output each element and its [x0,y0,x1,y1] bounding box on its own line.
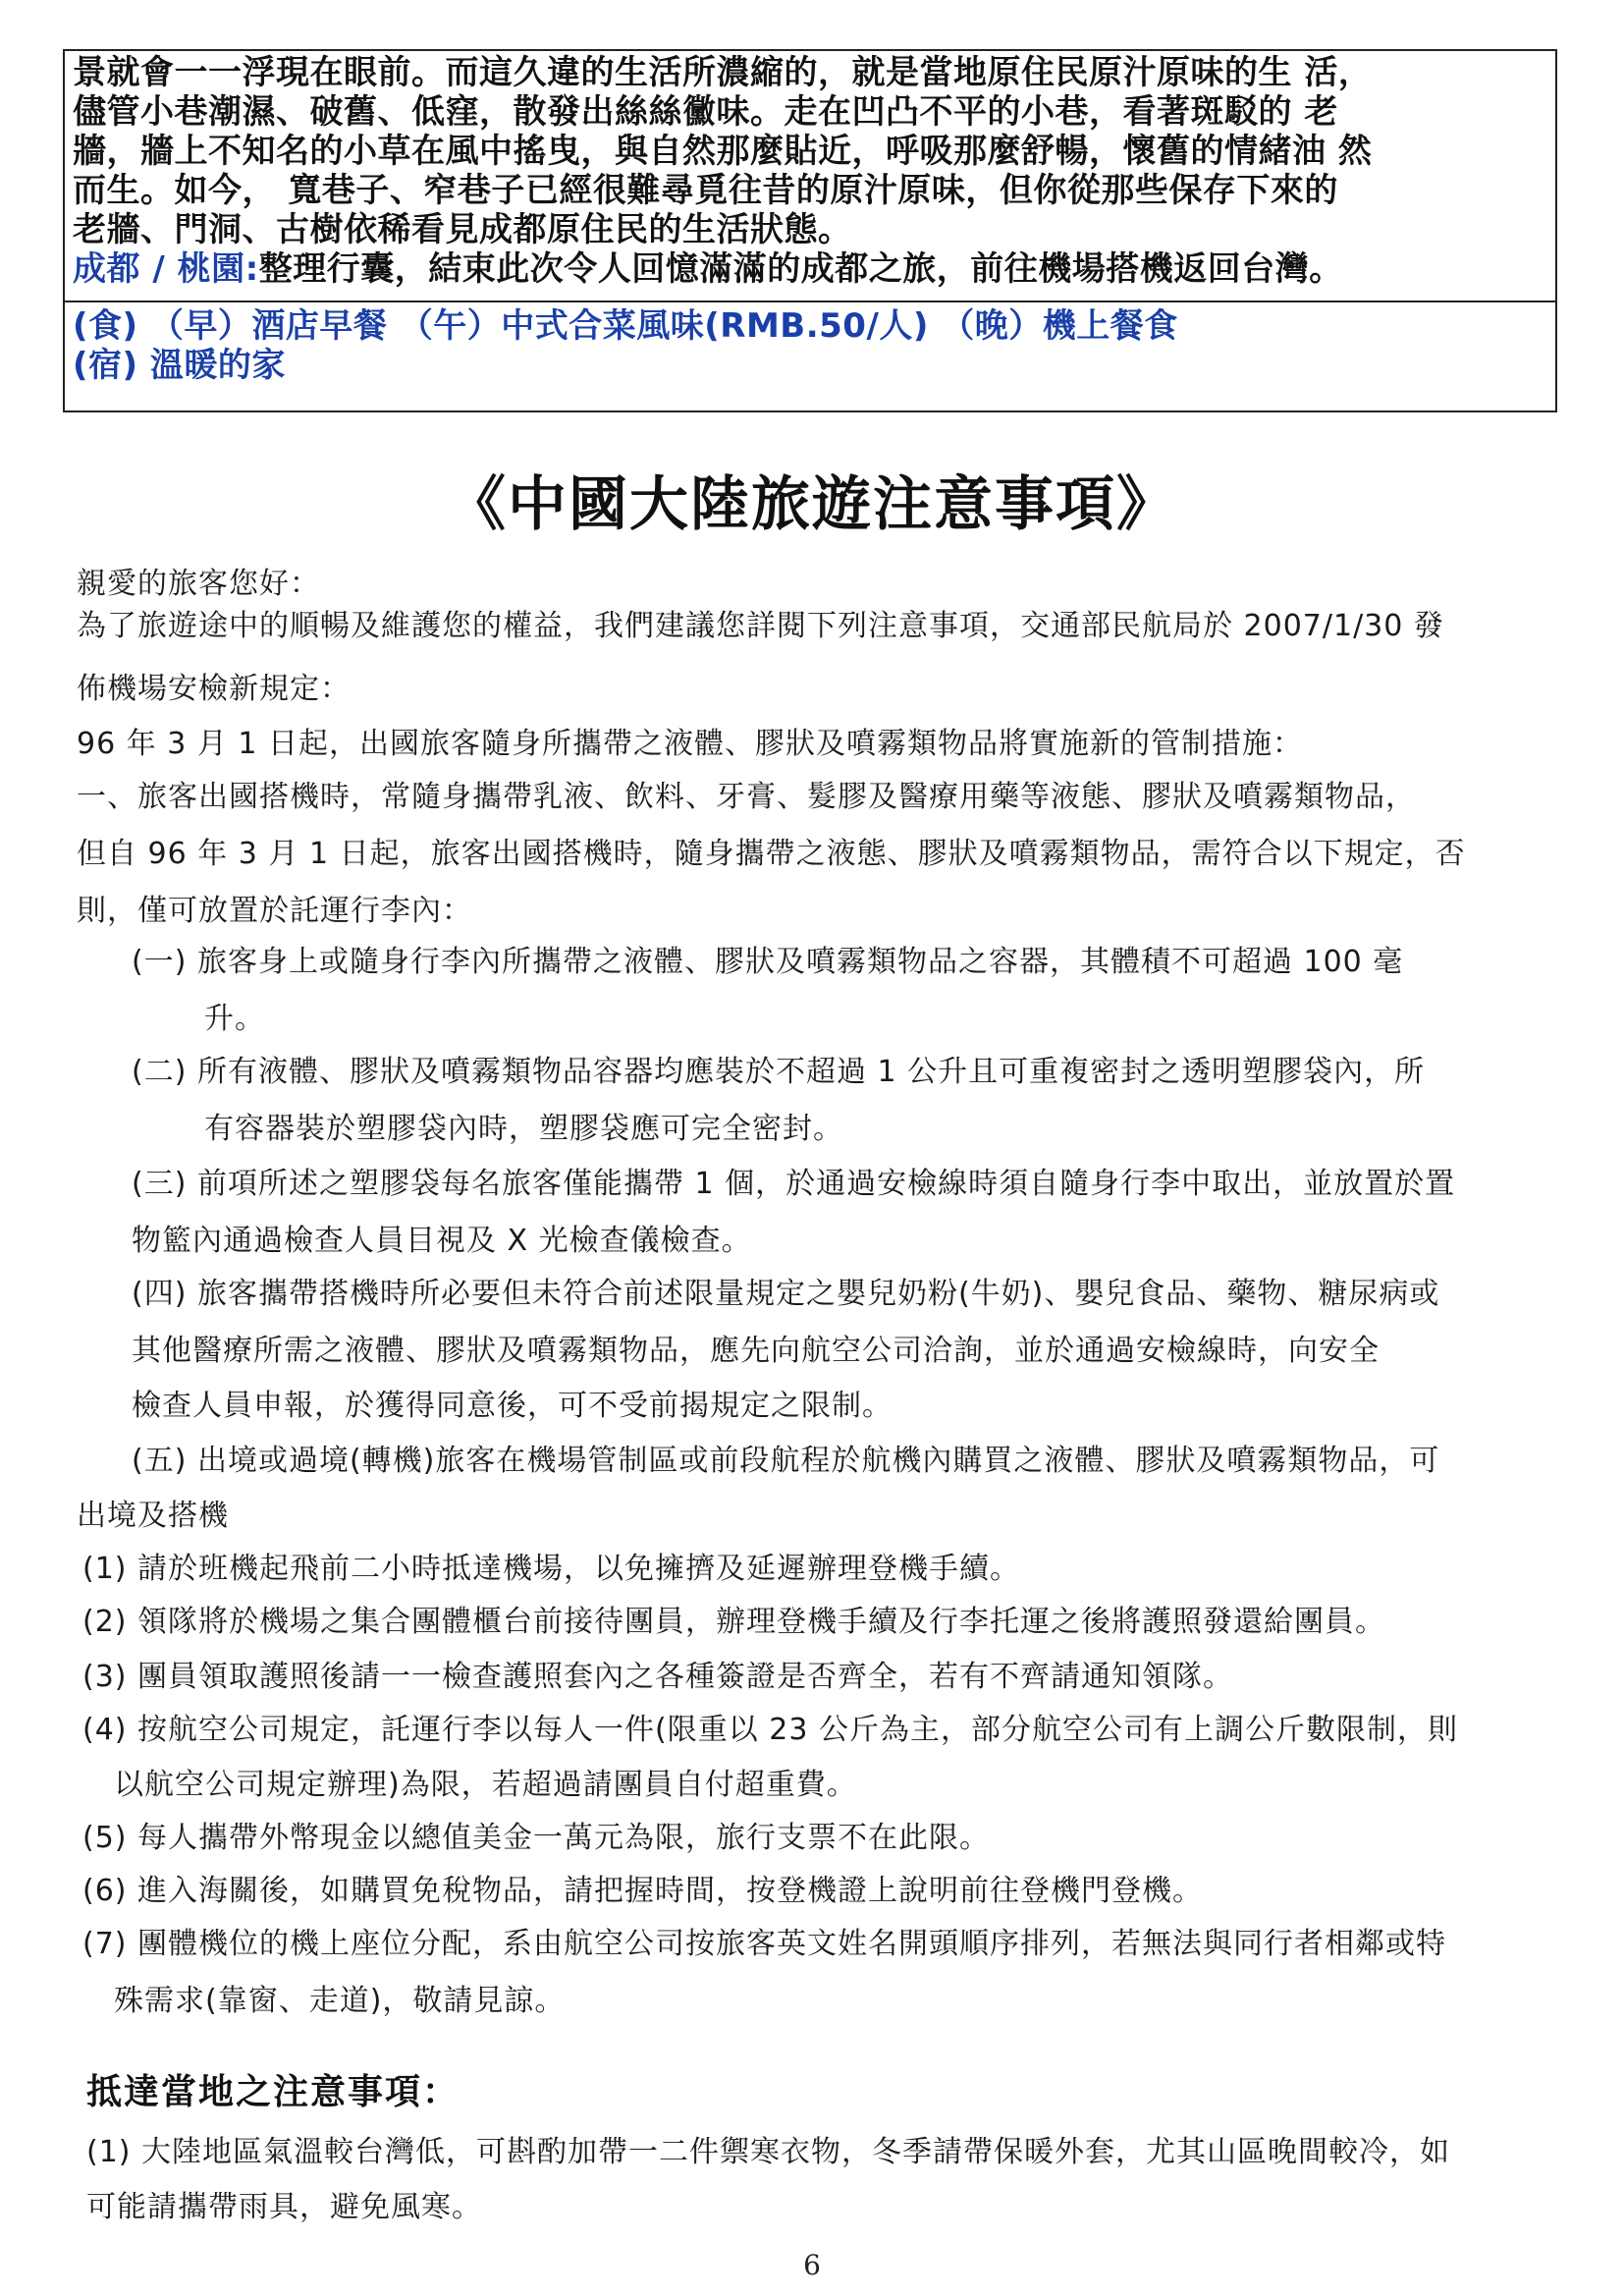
arrival-heading: 抵達當地之注意事項： [86,2072,460,2112]
body-line: 為了旅遊途中的順暢及維護您的權益，我們建議您詳閱下列注意事項，交通部民航局於 2007/1/30 發 [77,609,1444,643]
body-line: 則，僅可放置於託運行李內： [77,894,472,928]
list-item: (4) 按航空公司規定，託運行李以每人一件(限重以 23 公斤為主，部分航空公司有上調公斤數限制，則 [82,1713,1458,1747]
rule-item-continued: 檢查人員申報，於獲得同意後，可不受前揭規定之限制。 [132,1389,893,1423]
lodging-line: (宿) 溫暖的家 [73,346,286,385]
body-line: 一、旅客出國搭機時，常隨身攜帶乳液、飲料、牙膏、髮膠及醫療用藥等液態、膠狀及噴霧類物品， [77,780,1416,814]
list-item: (5) 每人攜帶外幣現金以總值美金一萬元為限，旅行支票不在此限。 [82,1821,991,1855]
itinerary-line: 景就會一一浮現在眼前。而這久違的生活所濃縮的，就是當地原住民原汁原味的生 活， [73,53,1373,92]
rule-item-continued: 其他醫療所需之液體、膠狀及噴霧類物品，應先向航空公司洽詢，並於通過安檢線時，向安全 [132,1334,1380,1368]
body-line: 佈機場安檢新規定： [77,672,351,706]
rule-item: (三) 前項所述之塑膠袋每名旅客僅能攜帶 1 個，於通過安檢線時須自隨身行李中取出，並放置於置 [132,1167,1456,1201]
rule-item: (四) 旅客攜帶搭機時所必要但未符合前述限量規定之嬰兒奶粉(牛奶)、嬰兒食品、藥物、糖尿病或 [132,1277,1440,1311]
page-number: 6 [803,2249,821,2281]
arrival-item-continued: 可能請攜帶雨具，避免風寒。 [86,2190,482,2224]
list-item-continued: 殊需求(靠窗、走道)，敬請見諒。 [114,1984,566,2018]
route-line [73,249,1545,289]
route-text: 整理行囊，結束此次令人回憶滿滿的成都之旅，前往機場搭機返回台灣。 [258,249,1343,289]
itinerary-description [65,51,1555,302]
page-title: 《中國大陸旅遊注意事項》 [447,470,1177,539]
list-item: (3) 團員領取護照後請一一檢查護照套內之各種簽證是否齊全，若有不齊請通知領隊。 [82,1660,1234,1694]
body-line: 親愛的旅客您好： [77,567,320,601]
itinerary-line: 儘管小巷潮濕、破舊、低窪，散發出絲絲黴味。走在凹凸不平的小巷，看著斑駁的 老 [73,92,1338,132]
rule-item-continued: 物籃內通過檢查人員目視及 X 光檢查儀檢查。 [132,1224,752,1258]
route-label: 成都 / 桃園: [73,249,259,289]
list-item: (2) 領隊將於機場之集合團體櫃台前接待團員，辦理登機手續及行李托運之後將護照發還給團員。 [82,1605,1386,1639]
list-item-continued: 以航空公司規定辦理)為限，若超過請團員自付超重費。 [114,1768,857,1802]
list-item: (6) 進入海關後，如購買免稅物品，請把握時間，按登機證上說明前往登機門登機。 [82,1874,1204,1908]
rule-item-continued: 有容器裝於塑膠袋內時，塑膠袋應可完全密封。 [204,1112,843,1146]
itinerary-line: 老牆、門洞、古樹依稀看見成都原住民的生活狀態。 [73,210,852,249]
rule-item-continued: 升。 [204,1002,265,1036]
rule-item: (二) 所有液體、膠狀及噴霧類物品容器均應裝於不超過 1 公升且可重複密封之透明塑膠袋內，所 [132,1055,1426,1089]
rule-item: (一) 旅客身上或隨身行李內所攜帶之液體、膠狀及噴霧類物品之容器，其體積不可超過 100 毫 [132,945,1404,979]
list-item: (1) 請於班機起飛前二小時抵達機場，以免擁擠及延遲辦理登機手續。 [82,1552,1021,1586]
body-line: 但自 96 年 3 月 1 日起，旅客出國搭機時，隨身攜帶之液態、膠狀及噴霧類物品，需符合以下規定，否 [77,837,1466,871]
itinerary-line: 而生。如今， 寬巷子、窄巷子已經很難尋覓往昔的原汁原味，但你從那些保存下來的 [73,171,1338,210]
arrival-item: (1) 大陸地區氣溫較台灣低，可斟酌加帶一二件禦寒衣物，冬季請帶保暖外套，尤其山區晚間較冷，如 [86,2135,1451,2169]
meals-line: (食) （早）酒店早餐 （午）中式合菜風味(RMB.50/人) （晚）機上餐食 [73,306,1178,346]
itinerary-line: 牆，牆上不知名的小草在風中搖曳，與自然那麼貼近，呼吸那麼舒暢，懷舊的情緒油 然 [73,132,1373,171]
meals-lodging [65,302,1555,410]
list-item: (7) 團體機位的機上座位分配，系由航空公司按旅客英文姓名開頭順序排列，若無法與同行者相鄰或特 [82,1927,1447,1961]
body-line: 96 年 3 月 1 日起，出國旅客隨身所攜帶之液體、膠狀及噴霧類物品將實施新的管制措施： [77,727,1304,761]
rule-item: (五) 出境或過境(轉機)旅客在機場管制區或前段航程於航機內購買之液體、膠狀及噴霧類物品，可 [132,1444,1440,1478]
rule-item-continued: 出境及搭機 [77,1499,229,1533]
itinerary-box [63,49,1557,412]
